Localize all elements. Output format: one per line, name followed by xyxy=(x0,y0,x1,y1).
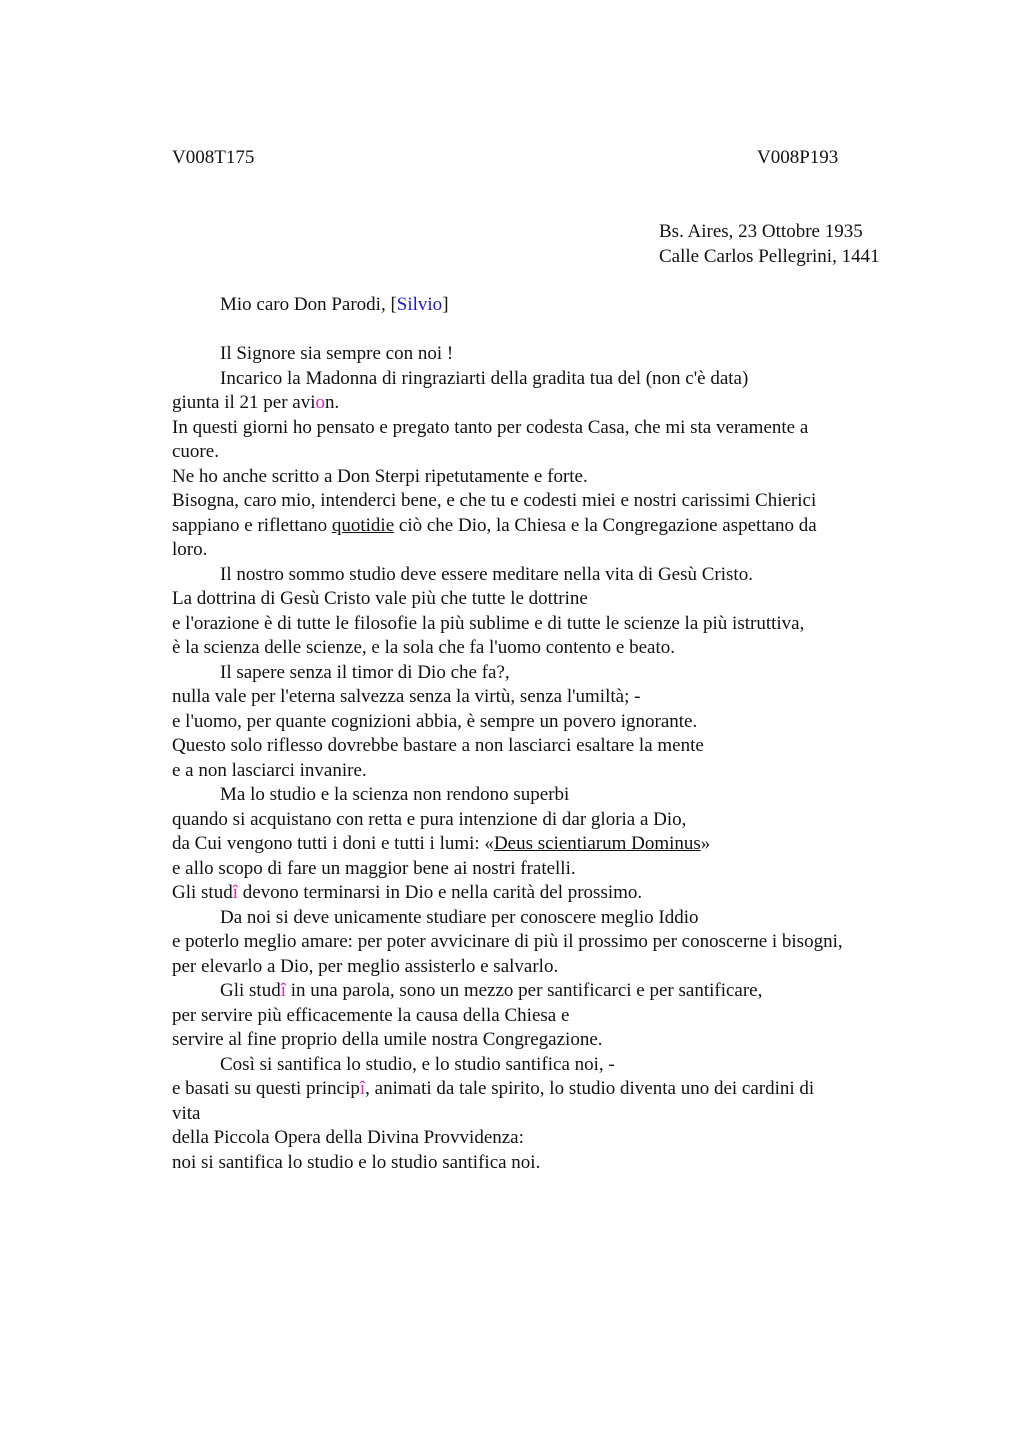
body-line: e basati su questi principî, animati da tale spirito, lo studio diventa uno dei cardini di xyxy=(172,1078,815,1099)
body-line: e l'uomo, per quante cognizioni abbia, è sempre un povero ignorante. xyxy=(172,710,698,732)
salutation-close-bracket: ] xyxy=(442,294,449,315)
sender-address-block xyxy=(659,220,880,269)
salutation-name-insert: Silvio xyxy=(396,294,443,315)
document-reference-right: V008P193 xyxy=(757,147,839,168)
date-line: Bs. Aires, 23 Ottobre 1935 xyxy=(659,221,863,242)
salutation-text: Mio caro Don Parodi, [ xyxy=(220,294,397,315)
body-line: è la scienza delle scienze, e la sola che fa l'uomo contento e beato. xyxy=(172,637,675,658)
body-line: per elevarlo a Dio, per meglio assisterlo e salvarlo. xyxy=(172,955,559,977)
body-line: noi si santifica lo studio e lo studio santifica noi. xyxy=(172,1151,541,1173)
body-line: quando si acquistano con retta e pura intenzione di dar gloria a Dio, xyxy=(172,808,687,830)
body-line: cuore. xyxy=(172,441,219,462)
highlighted-letter: î xyxy=(232,882,238,903)
body-line: Gli studî devono terminarsi in Dio e nella carità del prossimo. xyxy=(172,882,643,903)
street-line: Calle Carlos Pellegrini, 1441 xyxy=(659,245,880,267)
body-line: per servire più efficacemente la causa della Chiesa e xyxy=(172,1004,570,1026)
document-reference-left: V008T175 xyxy=(172,147,255,168)
body-line: nulla vale per l'eterna salvezza senza la virtù, senza l'umiltà; - xyxy=(172,686,641,707)
body-line: Questo solo riflesso dovrebbe bastare a non lasciarci esaltare la mente xyxy=(172,735,704,756)
body-line: Da noi si deve unicamente studiare per conoscere meglio Iddio xyxy=(220,906,699,928)
highlighted-letter: î xyxy=(280,980,286,1001)
body-line: servire al fine proprio della umile nostra Congregazione. xyxy=(172,1029,603,1050)
body-line: In questi giorni ho pensato e pregato tanto per codesta Casa, che mi sta veramente a xyxy=(172,416,809,438)
highlighted-letter: î xyxy=(359,1078,366,1099)
body-line: Ne ho anche scritto a Don Sterpi ripetutamente e forte. xyxy=(172,465,588,487)
body-line: loro. xyxy=(172,539,208,560)
body-line: Ma lo studio e la scienza non rendono superbi xyxy=(220,784,570,805)
underlined-latin-quote: Deus scientiarum Dominus xyxy=(493,833,701,854)
highlighted-letter: o xyxy=(315,392,326,413)
body-line: Il Signore sia sempre con noi ! xyxy=(220,343,454,364)
body-line: Incarico la Madonna di ringraziarti della gradita tua del (non c'è data) xyxy=(220,367,749,389)
body-line: da Cui vengono tutti i doni e tutti i lumi: «Deus scientiarum Dominus» xyxy=(172,833,711,854)
body-line: e l'orazione è di tutte le filosofie la più sublime e di tutte le scienze la più istruttiva, xyxy=(172,612,805,634)
body-line: sappiano e riflettano quotidie ciò che Dio, la Chiesa e la Congregazione aspettano da xyxy=(172,514,817,536)
body-line: Così si santifica lo studio, e lo studio santifica noi, - xyxy=(220,1053,615,1075)
body-line: e a non lasciarci invanire. xyxy=(172,759,367,781)
body-line: La dottrina di Gesù Cristo vale più che tutte le dottrine xyxy=(172,588,588,609)
salutation xyxy=(220,293,449,318)
body-line: Bisogna, caro mio, intenderci bene, e che tu e codesti miei e nostri carissimi Chierici xyxy=(172,490,817,511)
body-line: Il sapere senza il timor di Dio che fa?, xyxy=(220,661,510,683)
underlined-word: quotidie xyxy=(331,514,395,536)
body-line: Il nostro sommo studio deve essere meditare nella vita di Gesù Cristo. xyxy=(220,563,753,585)
body-line: e poterlo meglio amare: per poter avvicinare di più il prossimo per conoscerne i bisogni, xyxy=(172,931,843,952)
body-line: Gli studî in una parola, sono un mezzo per santificarci e per santificare, xyxy=(220,980,763,1001)
body-line: e allo scopo di fare un maggior bene ai nostri fratelli. xyxy=(172,857,576,879)
letter-body xyxy=(172,342,912,1175)
body-line: giunta il 21 per avion. xyxy=(172,392,340,413)
body-line: vita xyxy=(172,1102,201,1124)
body-line: della Piccola Opera della Divina Provvidenza: xyxy=(172,1127,524,1148)
